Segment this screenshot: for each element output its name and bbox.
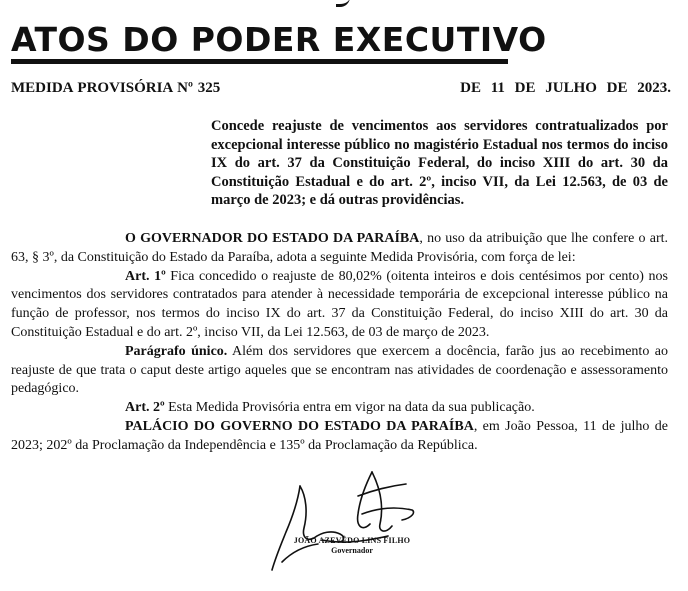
article-1-text: Fica concedido o reajuste de 80,02% (oitenta inteiros e dois centésimos por cento) nos vencimentos dos servidores contratados para atender à necessidade temporária de excepcional interesse público na função de professor, nos termos do inciso IX do art. 37 da Constituição Federal, do inciso XIII do art. 30 da Constituição Estadual e do art. 2º, inciso VII, da Lei 12.563, de 03 de março de 2023. [11,268,668,340]
decree-number: MEDIDA PROVISÓRIA Nº 325 [11,80,221,96]
signatory-role: Governador [331,546,373,555]
article-1 [11,268,668,343]
decree-heading [11,78,671,98]
closing-paragraph [11,418,668,456]
closing-lead: PALÁCIO DO GOVERNO DO ESTADO DA PARAÍBA [125,418,474,434]
top-fragment-mark [336,0,350,7]
decree-date: DE 11 DE JULHO DE 2023. [460,80,671,96]
article-2-label: Art. 2º [125,400,165,416]
title-underline [11,59,508,64]
paragrafo-unico [11,343,668,399]
signature-block [262,466,432,576]
ementa: Concede reajuste de vencimentos aos servidores contratualizados por excepcional interesse público no magistério Estadual nos termos do inciso IX do art. 37 da Constituição Federal, do inciso XIII do art. 30 da Constituição Estadual e do art. 2º, inciso VII, da Lei 12.563, de 03 de março de 2023; e dá outras providências. [211,118,668,209]
preamble-text: , no uso da atribuição que lhe confere o art. 63, § 3º, da Constituição do Estado da Paraíba, adota a seguinte Medida Provisória, com força de lei: [11,231,669,265]
article-2 [11,399,668,418]
article-1-label: Art. 1º [125,268,166,284]
preamble-lead: O GOVERNADOR DO ESTADO DA PARAÍBA [125,231,420,246]
article-2-text: Esta Medida Provisória entra em vigor na data da sua publicação. [164,400,535,416]
paragrafo-unico-text: Além dos servidores que exercem a docência, farão jus ao recebimento ao reajuste de que trata o caput deste artigo aqueles que se encontram nas atividades de coordenação e assessoramento pedagógico. [11,343,668,397]
signatory-name: JOÃO AZEVÊDO LINS FILHO [293,536,411,545]
paragrafo-unico-label: Parágrafo único. [125,343,228,359]
handwritten-signature-icon [262,466,432,576]
decree-body [11,230,668,456]
closing-text: , em João Pessoa, 11 de julho de 2023; 202º da Proclamação da Independência e 135º da Proclamação da República. [11,418,668,453]
preamble-paragraph [11,230,668,268]
section-title: ATOS DO PODER EXECUTIVO [11,20,547,59]
